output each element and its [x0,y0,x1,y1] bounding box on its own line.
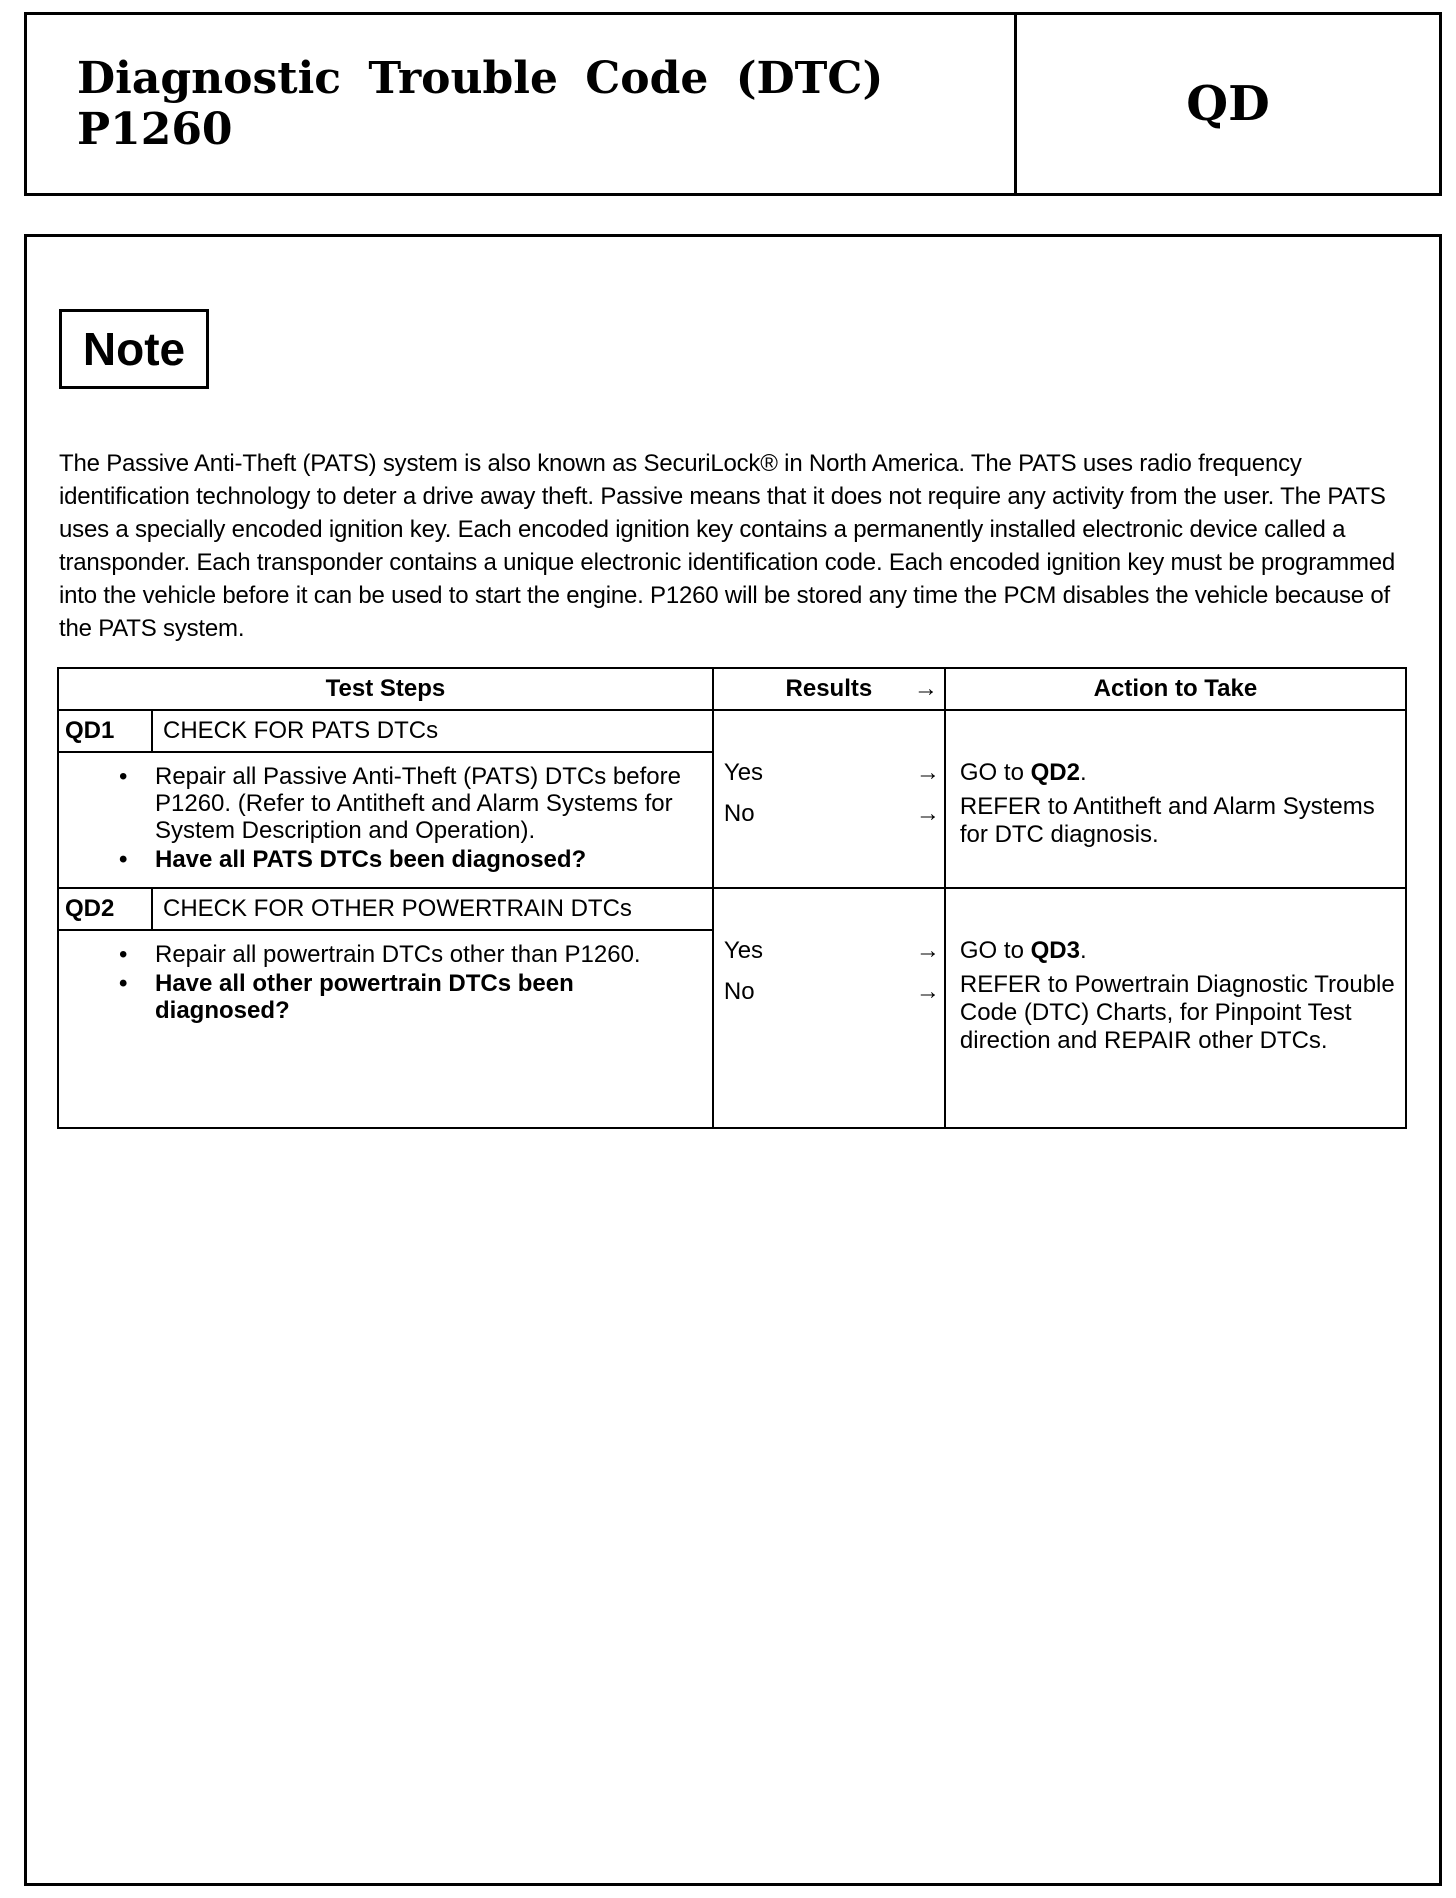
arrow-icon: → [915,800,940,827]
step-results [713,888,945,1128]
table-header-row [58,668,1406,710]
page-title: Diagnostic Trouble Code (DTC) P1260 [27,15,1017,193]
action-text: GO to [959,937,1031,964]
step-actions [945,888,1406,1128]
note-text: The Passive Anti-Theft (PATS) system is also known as SecuriLock® in North America. The PATS uses radio frequency identification technology to deter a drive away theft. Passive means that it does not require any activity from the user. The PATS uses a specially encoded ignition key. Each encoded ignition key contains a permanently installed electronic device called a transponder. Each transponder contains a unique electronic identification code. Each encoded ignition key must be programmed into the vehicle before it can be used to start the engine. P1260 will be stored any time the PCM disables the vehicle because of the PATS system. [59,450,1396,642]
result-yes: Yes [723,937,764,964]
list-item: • Have all other powertrain DTCs been diagnosed? [155,970,692,1024]
step-body [58,752,713,888]
header-action: Action to Take [945,668,1406,710]
action-item [960,759,1397,787]
step-body [58,930,713,1128]
result-row [724,937,944,978]
list-item: • Repair all powertrain DTCs other than P1260. [155,941,692,968]
list-item: • Repair all Passive Anti-Theft (PATS) DTCs before P1260. (Refer to Antitheft and Alarm Systems for System Description and Operation). [155,763,692,844]
arrow-icon: → [913,675,938,702]
action-suffix: . [1079,937,1087,964]
header-test-steps: Test Steps [58,668,713,710]
content-box [24,234,1442,1886]
result-no: No [723,978,755,1005]
arrow-icon: → [915,937,940,964]
test-steps-table [57,667,1407,1129]
result-no: No [723,800,755,827]
action-suffix: . [1079,759,1087,786]
action-item [960,937,1397,965]
result-row [724,759,944,800]
header-results [713,668,945,710]
step-results [713,710,945,888]
note-label: Note [59,309,209,389]
action-item [960,793,1397,849]
bullet-list [59,931,712,1038]
step-title-row [58,888,1406,930]
arrow-icon: → [915,978,940,1005]
action-ref: QD2 [1030,759,1080,786]
action-text: REFER to Powertrain Diagnostic Trouble Code (DTC) Charts, for Pinpoint Test direction and REPAIR other DTCs. [959,971,1395,1054]
action-text: REFER to Antitheft and Alarm Systems for DTC diagnosis. [959,793,1375,848]
step-title-row [58,710,1406,752]
action-ref: QD3 [1030,937,1080,964]
action-item [960,971,1397,1055]
result-row [724,800,944,841]
step-title: CHECK FOR PATS DTCs [152,710,713,752]
step-actions [945,710,1406,888]
step-title: CHECK FOR OTHER POWERTRAIN DTCs [152,888,713,930]
step-id: QD2 [58,888,152,930]
action-text: GO to [959,759,1031,786]
arrow-icon: → [915,759,940,786]
header-box [24,12,1442,196]
list-item: • Have all PATS DTCs been diagnosed? [155,846,692,873]
header-results-label: Results [785,675,873,702]
result-yes: Yes [723,759,764,786]
section-code: QD [1186,76,1270,132]
result-row [724,978,944,1019]
bullet-list [59,753,712,887]
step-id: QD1 [58,710,152,752]
